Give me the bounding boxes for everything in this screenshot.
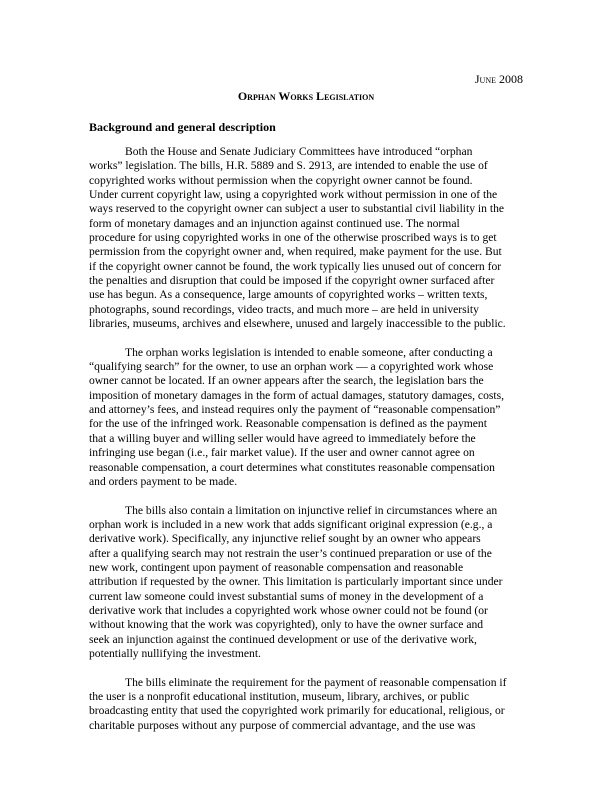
paragraph-injunctive-relief — [89, 504, 523, 662]
document-date: June 2008 — [474, 72, 523, 86]
document-title: Orphan Works Legislation — [237, 89, 375, 103]
paragraph-line: infringing use began (i.e., fair market value). If the user and owner cannot agree on — [89, 446, 475, 460]
paragraph-line: new work, contingent upon payment of reasonable compensation and reasonable — [89, 560, 464, 574]
paragraph-line: derivative work). Specifically, any injunctive relief sought by an owner who appears — [89, 532, 481, 546]
paragraph-line: The bills eliminate the requirement for the payment of reasonable compensation if — [125, 675, 507, 689]
paragraph-line: orphan work is included in a new work that adds significant original expression (e.g., a — [89, 517, 493, 531]
paragraph-line: attribution if requested by the owner. This limitation is particularly important since under — [89, 575, 503, 589]
paragraph-line: derivative work that includes a copyrighted work whose owner could not be found (or — [89, 603, 488, 617]
paragraph-line: form of monetary damages and an injunction against continued use. The normal — [89, 216, 460, 230]
paragraph-line: copyrighted works without permission when the copyright owner cannot be found. — [89, 173, 473, 187]
document-body — [89, 145, 523, 747]
paragraph-line: owner cannot be located. If an owner appears after the search, the legislation bars the — [89, 374, 484, 388]
paragraph-line: and attorney’s fees, and instead requires only the payment of “reasonable compensation” — [89, 403, 501, 417]
paragraph-line: works” legislation. The bills, H.R. 5889 and S. 2913, are intended to enable the use of — [89, 159, 488, 173]
paragraph-line: imposition of monetary damages in the form of actual damages, statutory damages, costs, — [89, 388, 505, 402]
paragraph-qualifying-search — [89, 346, 523, 489]
paragraph-line: after a qualifying search may not restrain the user’s continued preparation or use of the — [89, 546, 492, 560]
paragraph-line: “qualifying search” for the owner, to use an orphan work — a copyrighted work whose — [89, 360, 494, 374]
paragraph-line: if the copyright owner cannot be found, the work typically lies unused out of concern for — [89, 259, 502, 273]
paragraph-line: broadcasting entity that used the copyrighted work primarily for educational, religious, or — [89, 704, 505, 718]
paragraph-line: and orders payment to be made. — [89, 474, 238, 488]
paragraph-background — [89, 145, 523, 331]
paragraph-line: seek an injunction against the continued development or use of the derivative work, — [89, 632, 477, 646]
paragraph-nonprofit-exemption — [89, 676, 523, 733]
paragraph-line: that a willing buyer and willing seller would have agreed to immediately before the — [89, 431, 476, 445]
paragraph-line: Under current copyright law, using a copyrighted work without permission in one of the — [89, 188, 498, 202]
paragraph-line: photographs, sound recordings, video tracts, and much more – are held in university — [89, 302, 479, 316]
section-heading: Background and general description — [89, 120, 276, 134]
paragraph-line: ways reserved to the copyright owner can subject a user to substantial civil liability in the — [89, 202, 505, 216]
paragraph-line: reasonable compensation, a court determines what constitutes reasonable compensation — [89, 460, 495, 474]
paragraph-line: current law someone could invest substantial sums of money in the development of a — [89, 589, 484, 603]
paragraph-line: libraries, museums, archives and elsewhere, unused and largely inaccessible to the public. — [89, 317, 506, 331]
paragraph-line: use has begun. As a consequence, large amounts of copyrighted works – written texts, — [89, 288, 488, 302]
paragraph-line: The orphan works legislation is intended to enable someone, after conducting a — [125, 345, 493, 359]
paragraph-line: charitable purposes without any purpose of commercial advantage, and the use was — [89, 718, 476, 732]
paragraph-line: The bills also contain a limitation on injunctive relief in circumstances where an — [125, 503, 498, 517]
paragraph-line: potentially nullifying the investment. — [89, 646, 261, 660]
paragraph-line: the penalties and disruption that could be imposed if the copyright owner surfaced after — [89, 274, 495, 288]
paragraph-line: without knowing that the work was copyrighted), only to have the owner surface and — [89, 618, 484, 632]
paragraph-line: procedure for using copyrighted works in one of the otherwise proscribed ways is to get — [89, 231, 497, 245]
paragraph-line: the user is a nonprofit educational institution, museum, library, archives, or public — [89, 689, 470, 703]
paragraph-line: for the use of the infringed work. Reasonable compensation is defined as the payment — [89, 417, 487, 431]
paragraph-line: Both the House and Senate Judiciary Committees have introduced “orphan — [125, 145, 473, 158]
paragraph-line: permission from the copyright owner and, when required, make payment for the use. But — [89, 245, 502, 259]
